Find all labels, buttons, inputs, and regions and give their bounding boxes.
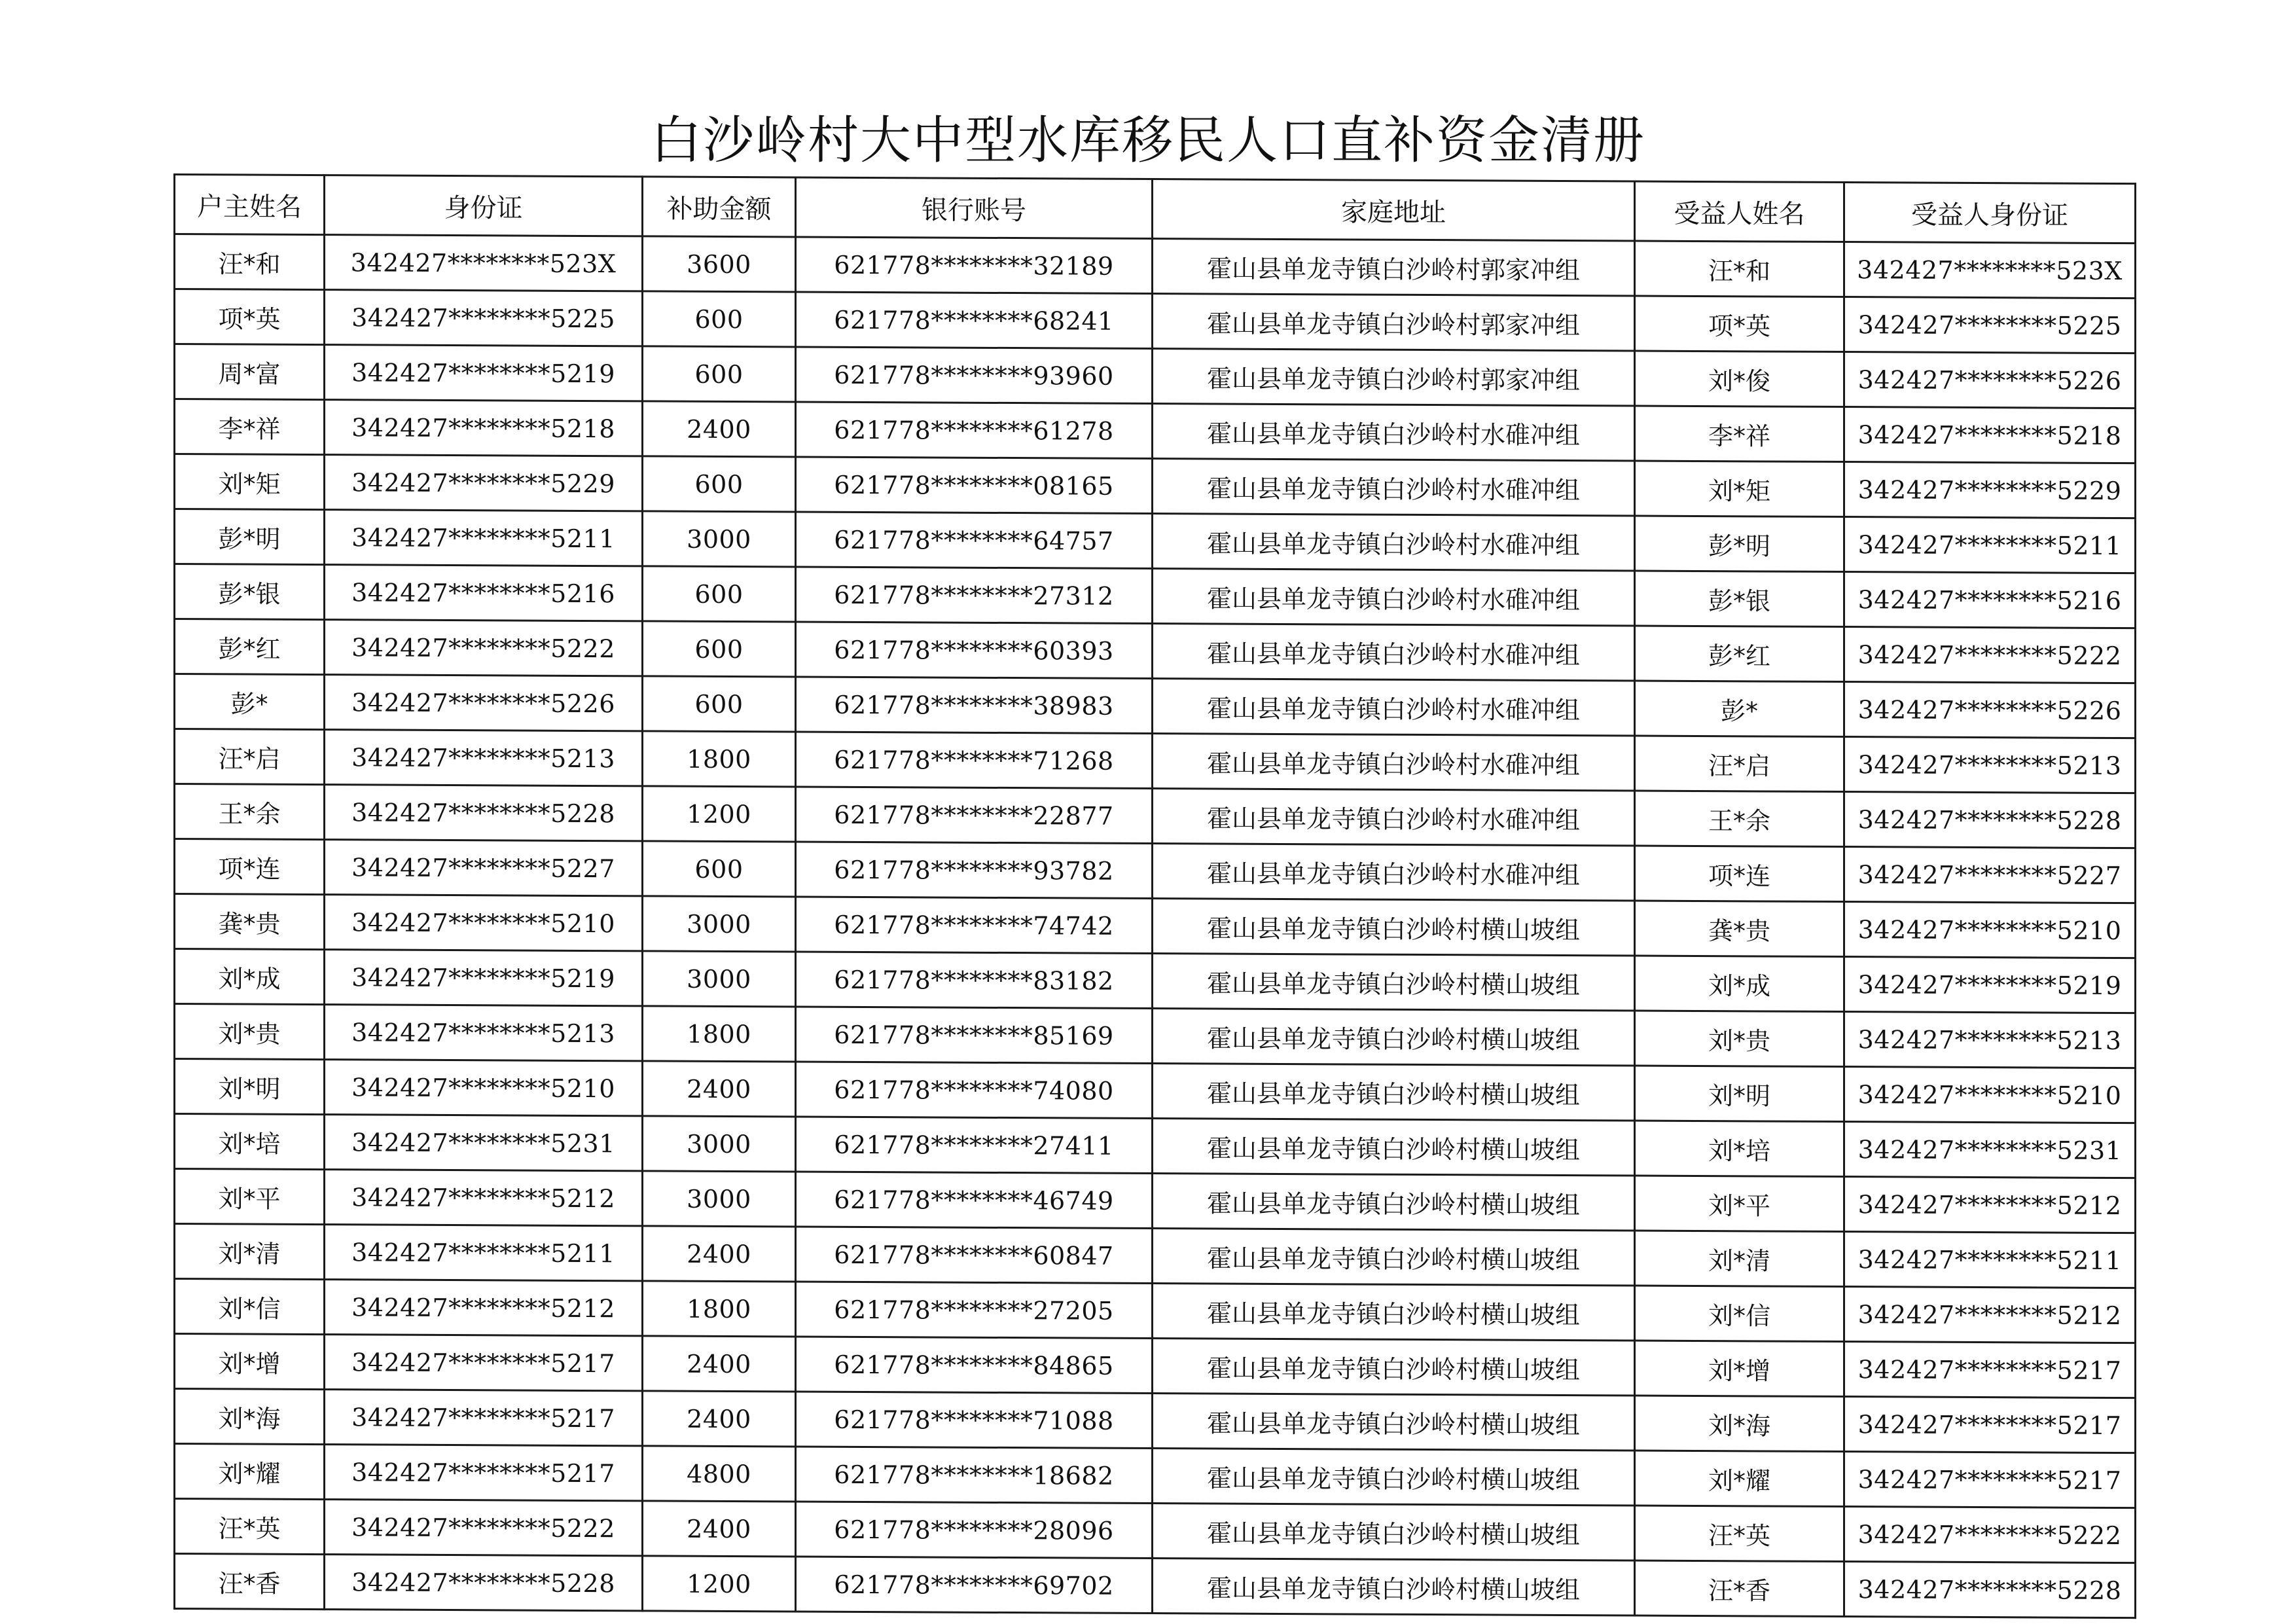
beneficiary-id-cell: 342427********5229 [1844, 462, 2136, 518]
id-number-cell: 342427********5211 [325, 1225, 643, 1281]
bank-account-cell: 621778********28096 [796, 1502, 1153, 1559]
home-address-cell: 霍山县单龙寺镇白沙岭村郭家冲组 [1153, 294, 1635, 351]
beneficiary-id-cell: 342427********5212 [1844, 1177, 2136, 1233]
household-head-cell: 刘*矩 [175, 454, 325, 510]
beneficiary-name-cell: 刘*成 [1635, 956, 1844, 1012]
subsidy-amount-cell: 600 [643, 676, 796, 732]
id-number-cell: 342427********5210 [325, 895, 643, 951]
table-row [175, 344, 2136, 408]
subsidy-amount-cell: 1200 [643, 1556, 796, 1612]
subsidy-amount-cell: 2400 [643, 1226, 796, 1282]
household-head-cell: 刘*平 [175, 1169, 325, 1225]
household-head-cell: 项*连 [175, 839, 325, 895]
household-head-cell: 刘*增 [175, 1334, 325, 1390]
table-row [175, 839, 2136, 903]
table-row [175, 234, 2136, 298]
household-head-cell: 彭*银 [175, 564, 325, 620]
home-address-cell: 霍山县单龙寺镇白沙岭村横山坡组 [1153, 954, 1635, 1011]
bank-account-cell: 621778********85169 [796, 1007, 1153, 1064]
beneficiary-name-cell: 彭* [1635, 681, 1844, 737]
beneficiary-id-cell: 342427********5216 [1844, 572, 2136, 628]
table-row [175, 399, 2136, 463]
beneficiary-name-cell: 刘*矩 [1635, 461, 1844, 517]
bank-account-cell: 621778********93960 [796, 347, 1153, 404]
bank-account-cell: 621778********60847 [796, 1227, 1153, 1284]
table-row [175, 1004, 2136, 1068]
bank-account-cell: 621778********93782 [796, 842, 1153, 899]
column-header-beneficiary-name: 受益人姓名 [1635, 181, 1844, 242]
home-address-cell: 霍山县单龙寺镇白沙岭村横山坡组 [1153, 1284, 1635, 1341]
home-address-cell: 霍山县单龙寺镇白沙岭村横山坡组 [1153, 1559, 1635, 1615]
bank-account-cell: 621778********46749 [796, 1172, 1153, 1229]
table-body [175, 234, 2136, 1618]
beneficiary-id-cell: 342427********5211 [1844, 517, 2136, 573]
bank-account-cell: 621778********71088 [796, 1392, 1153, 1449]
id-number-cell: 342427********5217 [325, 1445, 643, 1501]
id-number-cell: 342427********5228 [325, 1555, 643, 1611]
subsidy-amount-cell: 3000 [643, 1171, 796, 1227]
bank-account-cell: 621778********84865 [796, 1337, 1153, 1394]
home-address-cell: 霍山县单龙寺镇白沙岭村横山坡组 [1153, 1339, 1635, 1396]
home-address-cell: 霍山县单龙寺镇白沙岭村横山坡组 [1153, 1229, 1635, 1286]
bank-account-cell: 621778********74080 [796, 1062, 1153, 1119]
table-row [175, 1114, 2136, 1178]
subsidy-amount-cell: 2400 [643, 1061, 796, 1117]
beneficiary-id-cell: 342427********5219 [1844, 957, 2136, 1013]
subsidy-amount-cell: 600 [643, 621, 796, 677]
subsidy-amount-cell: 2400 [643, 1501, 796, 1557]
home-address-cell: 霍山县单龙寺镇白沙岭村水碓冲组 [1153, 404, 1635, 461]
table-row [175, 1389, 2136, 1453]
bank-account-cell: 621778********22877 [796, 787, 1153, 844]
table-row [175, 1554, 2136, 1618]
table-row [175, 1499, 2136, 1563]
table-row [175, 1279, 2136, 1343]
household-head-cell: 刘*清 [175, 1224, 325, 1280]
table-row [175, 454, 2136, 518]
beneficiary-id-cell: 342427********5210 [1844, 1067, 2136, 1123]
beneficiary-name-cell: 汪*香 [1635, 1561, 1844, 1617]
id-number-cell: 342427********5212 [325, 1170, 643, 1226]
table-row [175, 564, 2136, 628]
subsidy-amount-cell: 2400 [643, 1391, 796, 1447]
household-head-cell: 刘*培 [175, 1114, 325, 1170]
beneficiary-name-cell: 龚*贵 [1635, 901, 1844, 957]
id-number-cell: 342427********5231 [325, 1115, 643, 1171]
beneficiary-name-cell: 刘*海 [1635, 1396, 1844, 1452]
beneficiary-id-cell: 342427********5222 [1844, 1507, 2136, 1563]
bank-account-cell: 621778********61278 [796, 402, 1153, 459]
subsidy-amount-cell: 1800 [643, 731, 796, 787]
beneficiary-id-cell: 342427********5217 [1844, 1397, 2136, 1453]
subsidy-amount-cell: 2400 [643, 401, 796, 457]
beneficiary-name-cell: 刘*耀 [1635, 1451, 1844, 1507]
beneficiary-name-cell: 刘*贵 [1635, 1011, 1844, 1067]
beneficiary-id-cell: 342427********5217 [1844, 1342, 2136, 1398]
household-head-cell: 刘*海 [175, 1389, 325, 1445]
table-row [175, 949, 2136, 1013]
bank-account-cell: 621778********27312 [796, 567, 1153, 624]
household-head-cell: 刘*成 [175, 949, 325, 1005]
id-number-cell: 342427********5217 [325, 1390, 643, 1446]
id-number-cell: 342427********523X [325, 235, 643, 291]
beneficiary-id-cell: 342427********5225 [1844, 297, 2136, 353]
table-row [175, 1169, 2136, 1233]
table-row [175, 674, 2136, 738]
household-head-cell: 龚*贵 [175, 894, 325, 950]
id-number-cell: 342427********5225 [325, 290, 643, 346]
household-head-cell: 刘*明 [175, 1059, 325, 1115]
beneficiary-id-cell: 342427********5226 [1844, 682, 2136, 738]
beneficiary-name-cell: 项*英 [1635, 296, 1844, 352]
bank-account-cell: 621778********27411 [796, 1117, 1153, 1174]
page-title: 白沙岭村大中型水库移民人口直补资金清册 [650, 111, 1645, 170]
beneficiary-name-cell: 刘*增 [1635, 1341, 1844, 1397]
subsidy-amount-cell: 4800 [643, 1446, 796, 1502]
column-header-subsidy-amount: 补助金额 [643, 177, 796, 237]
beneficiary-id-cell: 342427********523X [1844, 242, 2136, 298]
household-head-cell: 彭*红 [175, 619, 325, 675]
table-row [175, 729, 2136, 793]
household-head-cell: 王*余 [175, 784, 325, 840]
home-address-cell: 霍山县单龙寺镇白沙岭村横山坡组 [1153, 1064, 1635, 1121]
home-address-cell: 霍山县单龙寺镇白沙岭村横山坡组 [1153, 1119, 1635, 1176]
household-head-cell: 刘*耀 [175, 1444, 325, 1500]
bank-account-cell: 621778********08165 [796, 457, 1153, 514]
table-row [175, 1444, 2136, 1508]
home-address-cell: 霍山县单龙寺镇白沙岭村横山坡组 [1153, 899, 1635, 956]
home-address-cell: 霍山县单龙寺镇白沙岭村水碓冲组 [1153, 514, 1635, 571]
table-row [175, 784, 2136, 848]
beneficiary-name-cell: 刘*清 [1635, 1231, 1844, 1287]
id-number-cell: 342427********5227 [325, 840, 643, 896]
beneficiary-name-cell: 彭*明 [1635, 516, 1844, 572]
home-address-cell: 霍山县单龙寺镇白沙岭村郭家冲组 [1153, 349, 1635, 406]
id-number-cell: 342427********5218 [325, 400, 643, 456]
id-number-cell: 342427********5222 [325, 620, 643, 676]
beneficiary-name-cell: 汪*启 [1635, 736, 1844, 792]
column-header-home-address: 家庭地址 [1153, 179, 1635, 241]
beneficiary-name-cell: 彭*银 [1635, 571, 1844, 627]
home-address-cell: 霍山县单龙寺镇白沙岭村水碓冲组 [1153, 459, 1635, 516]
id-number-cell: 342427********5211 [325, 510, 643, 566]
beneficiary-name-cell: 刘*信 [1635, 1286, 1844, 1342]
subsidy-amount-cell: 600 [643, 841, 796, 897]
table-row [175, 894, 2136, 958]
beneficiary-id-cell: 342427********5213 [1844, 737, 2136, 793]
beneficiary-name-cell: 刘*平 [1635, 1176, 1844, 1232]
household-head-cell: 刘*贵 [175, 1004, 325, 1060]
beneficiary-name-cell: 汪*和 [1635, 241, 1844, 297]
beneficiary-name-cell: 彭*红 [1635, 626, 1844, 682]
home-address-cell: 霍山县单龙寺镇白沙岭村水碓冲组 [1153, 679, 1635, 736]
household-head-cell: 李*祥 [175, 399, 325, 455]
beneficiary-id-cell: 342427********5212 [1844, 1287, 2136, 1343]
beneficiary-id-cell: 342427********5227 [1844, 847, 2136, 903]
beneficiary-id-cell: 342427********5226 [1844, 352, 2136, 408]
subsidy-amount-cell: 1200 [643, 786, 796, 842]
table-row [175, 289, 2136, 353]
home-address-cell: 霍山县单龙寺镇白沙岭村水碓冲组 [1153, 789, 1635, 846]
table-row [175, 509, 2136, 573]
subsidy-amount-cell: 3000 [643, 896, 796, 952]
subsidy-amount-cell: 600 [643, 566, 796, 622]
id-number-cell: 342427********5228 [325, 785, 643, 841]
id-number-cell: 342427********5222 [325, 1500, 643, 1556]
beneficiary-id-cell: 342427********5228 [1844, 1562, 2136, 1618]
subsidy-amount-cell: 1800 [643, 1006, 796, 1062]
beneficiary-id-cell: 342427********5210 [1844, 902, 2136, 958]
household-head-cell: 汪*启 [175, 729, 325, 785]
id-number-cell: 342427********5226 [325, 675, 643, 731]
beneficiary-id-cell: 342427********5218 [1844, 407, 2136, 463]
subsidy-amount-cell: 2400 [643, 1336, 796, 1392]
column-header-bank-account: 银行账号 [796, 177, 1153, 239]
beneficiary-name-cell: 汪*英 [1635, 1506, 1844, 1562]
beneficiary-id-cell: 342427********5211 [1844, 1232, 2136, 1288]
beneficiary-name-cell: 李*祥 [1635, 406, 1844, 462]
subsidy-amount-cell: 600 [643, 291, 796, 347]
household-head-cell: 彭* [175, 674, 325, 730]
table-header-row [175, 175, 2136, 244]
home-address-cell: 霍山县单龙寺镇白沙岭村横山坡组 [1153, 1504, 1635, 1561]
beneficiary-id-cell: 342427********5217 [1844, 1452, 2136, 1508]
subsidy-amount-cell: 3000 [643, 951, 796, 1007]
household-head-cell: 汪*和 [175, 234, 325, 290]
beneficiary-name-cell: 刘*培 [1635, 1121, 1844, 1177]
id-number-cell: 342427********5210 [325, 1060, 643, 1116]
home-address-cell: 霍山县单龙寺镇白沙岭村水碓冲组 [1153, 569, 1635, 626]
beneficiary-id-cell: 342427********5228 [1844, 792, 2136, 848]
bank-account-cell: 621778********83182 [796, 952, 1153, 1009]
id-number-cell: 342427********5219 [325, 950, 643, 1006]
table-row [175, 1059, 2136, 1123]
subsidy-amount-cell: 3600 [643, 236, 796, 292]
subsidy-amount-cell: 3000 [643, 1116, 796, 1172]
bank-account-cell: 621778********60393 [796, 622, 1153, 679]
bank-account-cell: 621778********27205 [796, 1282, 1153, 1339]
home-address-cell: 霍山县单龙寺镇白沙岭村水碓冲组 [1153, 734, 1635, 791]
household-head-cell: 刘*信 [175, 1279, 325, 1335]
bank-account-cell: 621778********32189 [796, 237, 1153, 294]
household-head-cell: 汪*香 [175, 1554, 325, 1610]
column-header-household-head: 户主姓名 [175, 175, 325, 235]
beneficiary-name-cell: 刘*明 [1635, 1066, 1844, 1122]
table-row [175, 1224, 2136, 1288]
column-header-beneficiary-id: 受益人身份证 [1844, 183, 2136, 244]
bank-account-cell: 621778********69702 [796, 1557, 1153, 1614]
beneficiary-name-cell: 刘*俊 [1635, 351, 1844, 407]
home-address-cell: 霍山县单龙寺镇白沙岭村水碓冲组 [1153, 624, 1635, 681]
subsidy-amount-cell: 1800 [643, 1281, 796, 1337]
id-number-cell: 342427********5212 [325, 1280, 643, 1336]
bank-account-cell: 621778********68241 [796, 292, 1153, 349]
bank-account-cell: 621778********18682 [796, 1447, 1153, 1504]
bank-account-cell: 621778********64757 [796, 512, 1153, 569]
id-number-cell: 342427********5213 [325, 730, 643, 786]
table-row [175, 619, 2136, 683]
subsidy-amount-cell: 600 [643, 456, 796, 512]
subsidy-amount-cell: 600 [643, 346, 796, 402]
beneficiary-id-cell: 342427********5222 [1844, 627, 2136, 683]
household-head-cell: 周*富 [175, 344, 325, 400]
id-number-cell: 342427********5229 [325, 455, 643, 511]
id-number-cell: 342427********5219 [325, 345, 643, 401]
beneficiary-name-cell: 王*余 [1635, 791, 1844, 847]
home-address-cell: 霍山县单龙寺镇白沙岭村横山坡组 [1153, 1394, 1635, 1451]
beneficiary-name-cell: 项*连 [1635, 846, 1844, 902]
column-header-id-number: 身份证 [325, 175, 643, 236]
beneficiary-id-cell: 342427********5231 [1844, 1122, 2136, 1178]
id-number-cell: 342427********5216 [325, 565, 643, 621]
home-address-cell: 霍山县单龙寺镇白沙岭村水碓冲组 [1153, 844, 1635, 901]
id-number-cell: 342427********5213 [325, 1005, 643, 1061]
bank-account-cell: 621778********38983 [796, 677, 1153, 734]
subsidy-register-table [173, 173, 2136, 1619]
home-address-cell: 霍山县单龙寺镇白沙岭村横山坡组 [1153, 1174, 1635, 1231]
home-address-cell: 霍山县单龙寺镇白沙岭村郭家冲组 [1153, 239, 1635, 296]
home-address-cell: 霍山县单龙寺镇白沙岭村横山坡组 [1153, 1449, 1635, 1506]
subsidy-amount-cell: 3000 [643, 511, 796, 567]
table-row [175, 1334, 2136, 1398]
household-head-cell: 汪*英 [175, 1499, 325, 1555]
beneficiary-id-cell: 342427********5213 [1844, 1012, 2136, 1068]
bank-account-cell: 621778********74742 [796, 897, 1153, 954]
household-head-cell: 彭*明 [175, 509, 325, 565]
bank-account-cell: 621778********71268 [796, 732, 1153, 789]
household-head-cell: 项*英 [175, 289, 325, 345]
id-number-cell: 342427********5217 [325, 1335, 643, 1391]
home-address-cell: 霍山县单龙寺镇白沙岭村横山坡组 [1153, 1009, 1635, 1066]
